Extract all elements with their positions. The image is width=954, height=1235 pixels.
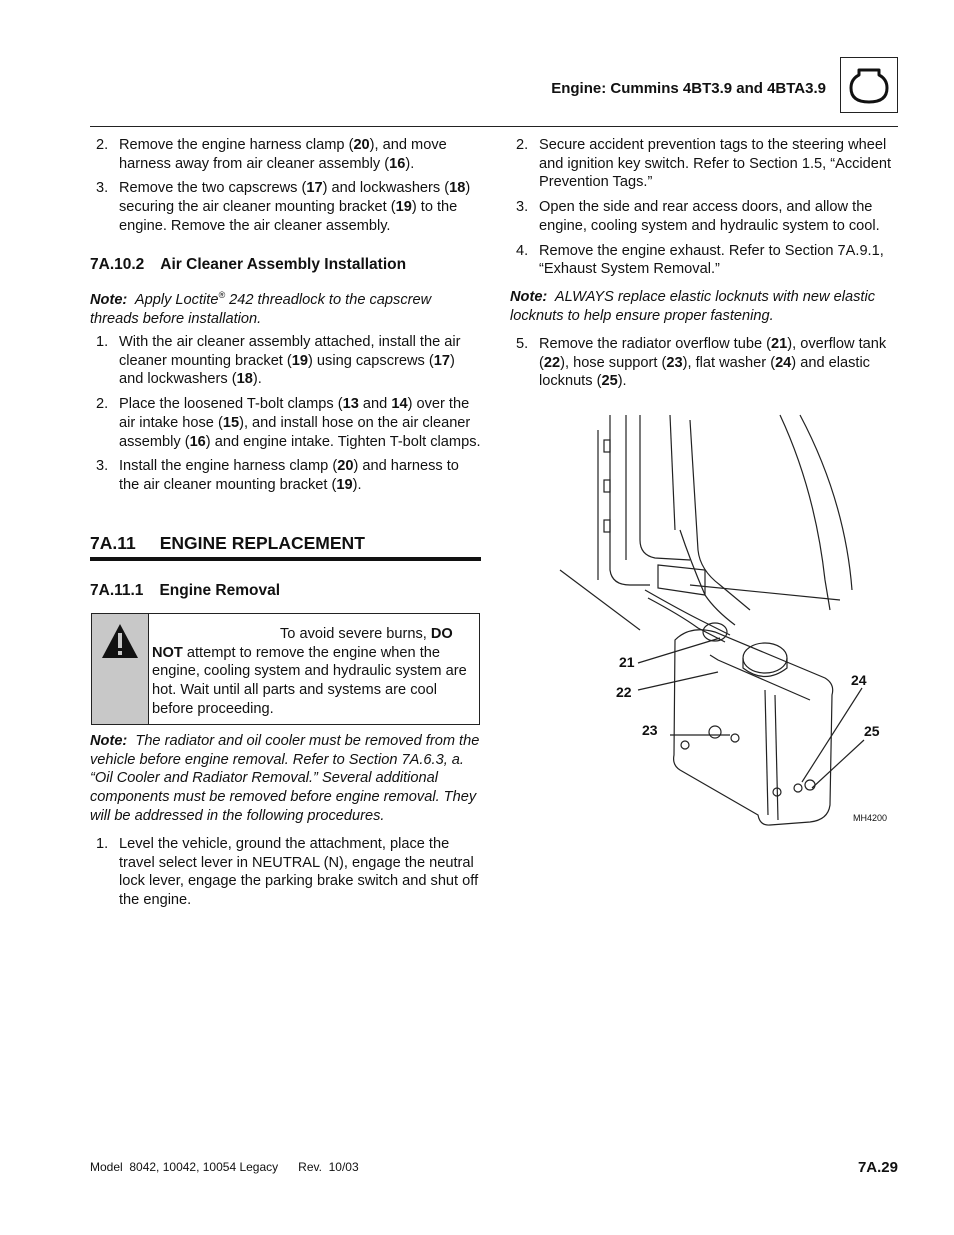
overflow-tank-illustration: [540, 410, 900, 840]
list-item: 3. Install the engine harness clamp (20) and harness to the air cleaner mounting bracket (19).: [96, 458, 459, 493]
list-item: 3. Remove the two capscrews (17) and lockwashers (18) securing the air cleaner mounting bracket (19) to the engine. Remove the air cleaner assembly.: [96, 180, 471, 234]
installation-steps: [90, 333, 482, 495]
list-item: 4. Remove the engine exhaust. Refer to Section 7A.9.1, “Exhaust System Removal.”: [516, 242, 884, 278]
section-heading-7a-11: 7A.11 ENGINE REPLACEMENT: [90, 533, 365, 553]
section-heading-7a-10-2: 7A.10.2 Air Cleaner Assembly Installation: [90, 256, 407, 273]
list-item: 2. Place the loosened T-bolt clamps (13 and 14) over the air intake hose (15), and install hose on the air cleaner assembly (16) and engine intake. Tighten T-bolt clamps.: [96, 396, 481, 450]
section-rule: [90, 557, 481, 561]
list-item: 3. Open the side and rear access doors, and allow the engine, cooling system and hydraulic system to cool.: [516, 199, 880, 234]
callout-21: 21: [619, 654, 635, 670]
footer-model-rev: Model 8042, 10042, 10054 Legacy Rev. 10/03: [90, 1160, 359, 1174]
right-steps-a: [510, 136, 902, 279]
callout-25: 25: [864, 723, 880, 739]
removal-steps: [90, 835, 482, 910]
list-item: 2. Secure accident prevention tags to the steering wheel and ignition key switch. Refer to Section 1.5, “Accident Prevention Tags.”: [516, 137, 892, 191]
overflow-tank-figure: [540, 410, 900, 840]
right-steps-b: [510, 335, 902, 391]
list-item: 1. With the air cleaner assembly attached, install the air cleaner mounting bracket (19) using capscrews (17) and lockwashers (18).: [96, 334, 461, 388]
figure-id: MH4200: [853, 813, 888, 823]
warning-sidebar: [92, 614, 149, 724]
list-item: 5. Remove the radiator overflow tube (21), overflow tank (22), hose support (23), flat washer (24) and elastic locknuts (25).: [516, 336, 887, 390]
page-header-title: Engine: Cummins 4BT3.9 and 4BTA3.9: [551, 80, 826, 97]
note-loctite: Note: Apply Loctite® 242 threadlock to the capscrew threads before installation.: [90, 290, 432, 327]
callout-22: 22: [616, 684, 632, 700]
engine-section-icon: [840, 57, 898, 113]
list-item: 1. Level the vehicle, ground the attachment, place the travel select lever in NEUTRAL (N), engage the neutral lock lever, engage the parking brake switch and shut off the engine.: [96, 836, 479, 909]
warning-triangle-icon: [92, 614, 148, 674]
callout-23: 23: [642, 722, 658, 738]
header-rule: [90, 126, 898, 127]
section-heading-7a-11-1: 7A.11.1 Engine Removal: [90, 582, 281, 599]
note-radiator: Note: The radiator and oil cooler must be removed from the vehicle before engine removal. Refer to Section 7A.6.3, a. “Oil Cooler and Radiator Removal.” Several additional components must be removed before engine removal. They will be addressed in the following procedures.: [90, 733, 480, 824]
callout-24: 24: [851, 672, 867, 688]
note-locknuts: Note: ALWAYS replace elastic locknuts with new elastic locknuts to help ensure proper fastening.: [510, 289, 875, 324]
warning-text: To avoid severe burns, DO NOT attempt to remove the engine when the engine, cooling system and hydraulic system are hot. Wait until all parts and systems are cool before proceeding.: [152, 626, 467, 717]
page-number: 7A.29: [857, 1159, 898, 1176]
list-item: 2. Remove the engine harness clamp (20), and move harness away from air cleaner assembly (16).: [96, 137, 447, 172]
warning-box: [91, 613, 480, 725]
left-steps-top: [90, 136, 482, 236]
